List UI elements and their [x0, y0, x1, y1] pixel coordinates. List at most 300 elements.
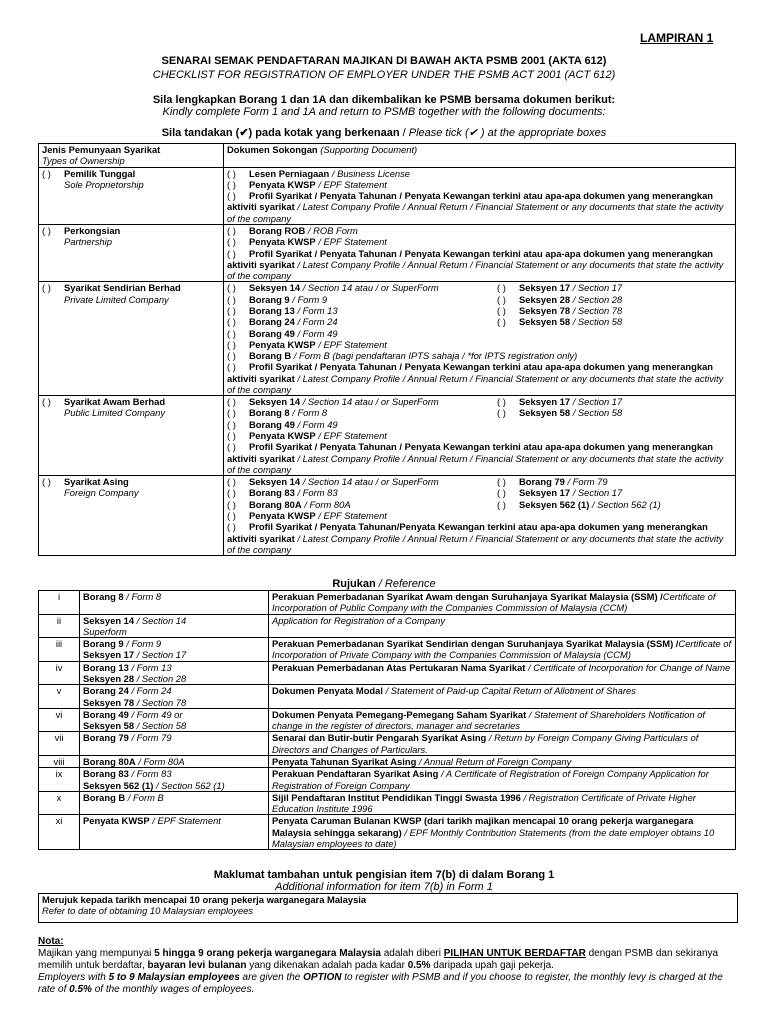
doc-name-ms: Borang 79	[519, 476, 565, 488]
additional-line-ms: Merujuk kepada tarikh mencapai 10 orang pekerja warganegara Malaysia	[42, 894, 367, 905]
reference-desc-cell	[269, 685, 736, 709]
doc-name-en: / Latest Company Profile / Annual Return / Financial Statement or any documents that state the activity of the company	[227, 258, 724, 282]
note-ms-8: 0.5%	[407, 960, 431, 971]
doc-name-en: / Section 78	[570, 304, 623, 316]
checkbox[interactable]: ( )	[497, 396, 506, 408]
doc-name-ms: Seksyen 14	[249, 282, 301, 294]
checkbox[interactable]: ( )	[227, 327, 236, 339]
reference-form-ms: Borang 9	[83, 638, 124, 650]
reference-desc-en: / Annual Return of Foreign Company	[416, 755, 572, 767]
col1-ms: Jenis Pemunyaan Syarikat	[42, 144, 161, 155]
doc-name-ms: Borang 13	[249, 304, 295, 316]
reference-table	[38, 590, 736, 850]
checkbox[interactable]: ( )	[42, 396, 51, 408]
reference-form-line	[83, 720, 265, 731]
reference-desc-en: Certificate of Incorporation of Public Company with the Companies Commission of Malaysia (CCM)	[272, 591, 716, 614]
checkbox[interactable]: ( )	[227, 350, 236, 362]
reference-form-en: / Form 8	[123, 591, 162, 602]
reference-form-line	[83, 662, 265, 673]
tick-instruction-en: Please tick (✔ ) at the appropriate boxes	[408, 127, 607, 139]
checkbox[interactable]: ( )	[227, 498, 236, 510]
note-ms-7: yang dikenakan adalah pada kadar	[246, 960, 408, 971]
reference-form-line	[83, 780, 265, 791]
ownership-type-line	[42, 476, 220, 487]
ownership-row	[39, 282, 736, 396]
doc-name-en: / Section 17	[570, 282, 623, 294]
doc-item	[227, 305, 497, 316]
title-en: CHECKLIST FOR REGISTRATION OF EMPLOYER UNDER THE PSMB ACT 2001 (ACT 612)	[152, 69, 616, 81]
reference-title-ms: Rujukan	[332, 578, 376, 590]
doc-line	[227, 350, 732, 361]
reference-desc-ms: Senarai dan Butir-butir Pengarah Syarikat Asing	[272, 732, 487, 744]
reference-desc-cell	[269, 755, 736, 767]
checkbox[interactable]: ( )	[227, 304, 236, 316]
doc-name-en: / Form 80A	[301, 498, 351, 510]
note-section	[38, 936, 734, 996]
tick-instruction-ms: Sila tandakan (✔) pada kotak yang berkenaan	[161, 127, 400, 139]
supporting-docs-cell	[224, 167, 736, 224]
doc-line	[227, 339, 732, 350]
doc-pair-row	[227, 316, 732, 327]
reference-form-ms: Seksyen 17	[83, 649, 135, 661]
ownership-type-cell	[39, 476, 224, 556]
reference-row	[39, 815, 736, 850]
ownership-type-cell	[39, 396, 224, 476]
note-en-1: Employers with	[38, 972, 109, 983]
doc-name-ms: Borang 83	[249, 487, 295, 499]
reference-form-ms: Seksyen 28	[83, 672, 135, 684]
reference-desc-cell	[269, 614, 736, 638]
reference-desc-ms: Perakuan Pendaftaran Syarikat Asing	[272, 768, 439, 780]
doc-name-ms: Borang B	[249, 350, 292, 362]
reference-form-ms: Seksyen 58	[83, 720, 135, 732]
doc-name-en: / Section 58	[570, 407, 623, 419]
reference-desc-cell	[269, 591, 736, 615]
reference-form-cell	[80, 708, 269, 732]
doc-pair-row	[227, 499, 732, 510]
doc-line	[227, 190, 732, 224]
reference-desc-en: / Registration Certificate of Private Higher Education Institute 1996	[272, 791, 696, 815]
doc-name-ms: Seksyen 562 (1)	[519, 498, 590, 510]
checkbox[interactable]: ( )	[227, 476, 236, 488]
doc-name-ms: Seksyen 14	[249, 476, 301, 488]
doc-name-ms: Borang 80A	[249, 498, 302, 510]
ownership-header-row	[39, 144, 736, 168]
reference-form-ms: Borang 83	[83, 768, 129, 780]
ownership-type-ms: Pemilik Tunggal	[64, 167, 136, 179]
reference-form-ms: Seksyen 14	[83, 614, 135, 626]
reference-form-line	[83, 615, 265, 626]
note-heading: Nota:	[38, 936, 64, 947]
checkbox[interactable]: ( )	[497, 498, 506, 510]
reference-number: ii	[39, 614, 80, 638]
reference-form-line	[83, 756, 265, 767]
reference-form-en: / Form B	[125, 791, 164, 803]
reference-form-cell	[80, 768, 269, 792]
ownership-type-ms: Syarikat Sendirian Berhad	[64, 282, 181, 294]
reference-number: vi	[39, 708, 80, 732]
ownership-table	[38, 143, 736, 556]
checkbox[interactable]: ( )	[227, 236, 236, 248]
doc-pair-row	[227, 305, 732, 316]
reference-desc-en: / Certificate of Incorporation for Change of Name	[525, 661, 731, 673]
reference-form-ms: Penyata KWSP	[83, 815, 150, 827]
supporting-docs-cell	[224, 224, 736, 281]
ownership-header-type	[39, 144, 224, 168]
reference-form-line	[83, 591, 265, 602]
ownership-type-cell	[39, 224, 224, 281]
supporting-docs-cell	[224, 282, 736, 396]
checkbox[interactable]: ( )	[227, 521, 236, 533]
doc-item	[497, 499, 661, 510]
checkbox[interactable]: ( )	[497, 282, 506, 294]
ownership-header-docs	[224, 144, 736, 168]
doc-name-ms: Seksyen 14	[249, 396, 301, 408]
reference-desc-ms: Dokumen Penyata Modal	[272, 685, 383, 697]
ownership-type-en: Foreign Company	[64, 487, 139, 499]
ownership-row	[39, 396, 736, 476]
reference-row	[39, 591, 736, 615]
ownership-type-cell	[39, 282, 224, 396]
checkbox[interactable]: ( )	[227, 293, 236, 305]
doc-pair-row	[227, 294, 732, 305]
doc-name-en: / Form 13	[294, 304, 338, 316]
reference-form-cell	[80, 614, 269, 638]
reference-number: x	[39, 791, 80, 815]
ownership-type-en: Public Limited Company	[64, 407, 166, 419]
checkbox[interactable]: ( )	[227, 510, 236, 521]
checkbox[interactable]: ( )	[227, 178, 236, 190]
reference-desc-en: Application for Registration of a Company	[272, 614, 446, 626]
reference-desc-cell	[269, 815, 736, 850]
reference-desc-cell	[269, 768, 736, 792]
note-ms-3: adalah diberi	[380, 948, 444, 959]
reference-form-line	[83, 815, 265, 826]
doc-name-ms: Seksyen 58	[519, 407, 571, 419]
reference-form-cell	[80, 755, 269, 767]
checkbox[interactable]: ( )	[227, 316, 236, 328]
ownership-type-line	[42, 168, 220, 179]
reference-row	[39, 732, 736, 756]
doc-name-en: / EPF Statement	[315, 338, 387, 350]
reference-form-ms: Borang 80A	[83, 755, 136, 767]
reference-form-en: / EPF Statement	[149, 815, 221, 827]
reference-form-en: Superform	[83, 625, 127, 637]
checkbox[interactable]: ( )	[497, 293, 506, 305]
reference-form-line	[83, 709, 265, 720]
reference-form-en: / Form 79	[128, 732, 172, 744]
checkbox[interactable]: ( )	[227, 190, 236, 202]
doc-name-en: / EPF Statement	[315, 178, 387, 190]
doc-pair-row	[227, 396, 732, 407]
doc-name-ms: Penyata KWSP	[249, 510, 316, 521]
doc-item	[497, 396, 622, 407]
reference-desc-ms: Penyata Tahunan Syarikat Asing	[272, 755, 417, 767]
reference-desc-cell	[269, 661, 736, 685]
note-ms-1: Majikan yang mempunyai	[38, 948, 155, 959]
tick-instruction	[0, 127, 768, 140]
reference-row	[39, 685, 736, 709]
doc-item	[227, 282, 497, 293]
doc-line	[227, 419, 732, 430]
reference-form-en: / Form 24	[128, 685, 172, 697]
checkbox[interactable]: ( )	[227, 167, 236, 179]
doc-name-en: / Form 83	[294, 487, 338, 499]
reference-form-ms: Borang 49	[83, 708, 129, 720]
doc-line	[227, 430, 732, 441]
checkbox[interactable]: ( )	[227, 338, 236, 350]
doc-name-en: / Section 58	[570, 316, 623, 328]
checkbox[interactable]: ( )	[497, 487, 506, 499]
note-ms-5: dengan PSMB dan sekiranya memilih untuk berdaftar,	[38, 948, 719, 971]
reference-form-ms: Borang 13	[83, 661, 129, 673]
ownership-type-ms: Perkongsian	[64, 224, 121, 236]
reference-form-ms: Seksyen 78	[83, 696, 135, 708]
reference-form-en: / Form 9	[123, 638, 162, 650]
doc-name-ms: Borang ROB	[249, 224, 306, 236]
doc-name-ms: Seksyen 28	[519, 293, 571, 305]
doc-item	[227, 476, 497, 487]
additional-line-en: Refer to date of obtaining 10 Malaysian employees	[42, 905, 254, 917]
doc-line	[227, 248, 732, 282]
reference-desc-en: / A Certificate of Registration of Foreign Company Application for Registration of Foreign Company	[272, 768, 709, 791]
checkbox[interactable]: ( )	[227, 407, 236, 419]
doc-name-en: / Section 562 (1)	[589, 498, 661, 510]
reference-form-cell	[80, 685, 269, 709]
checkbox[interactable]: ( )	[227, 282, 236, 294]
checkbox[interactable]: ( )	[227, 487, 236, 499]
reference-row	[39, 638, 736, 662]
note-en-6: 0.5%	[69, 984, 92, 995]
doc-name-ms: Borang 49	[249, 327, 295, 339]
reference-form-en: / Section 78	[134, 696, 187, 708]
doc-name-en: / Form 49	[294, 418, 338, 430]
doc-line	[227, 441, 732, 475]
doc-item	[497, 487, 622, 498]
reference-row	[39, 614, 736, 638]
doc-line	[227, 361, 732, 395]
doc-line	[227, 510, 732, 521]
supporting-docs-cell	[224, 476, 736, 556]
doc-name-en: / ROB Form	[305, 224, 358, 236]
reference-desc-ms: Perakuan Pemerbadanan Syarikat Awam dengan Suruhanjaya Syarikat Malaysia (SSM) /	[272, 591, 663, 602]
reference-form-cell	[80, 732, 269, 756]
title-ms: SENARAI SEMAK PENDAFTARAN MAJIKAN DI BAWAH AKTA PSMB 2001 (AKTA 612)	[161, 55, 607, 67]
reference-desc-ms: Perakuan Pemerbadanan Atas Pertukaran Nama Syarikat	[272, 661, 526, 673]
note-en	[38, 972, 734, 996]
checkbox[interactable]: ( )	[227, 418, 236, 430]
checkbox[interactable]: ( )	[227, 247, 236, 259]
doc-name-ms: Lesen Perniagaan	[249, 167, 330, 179]
ownership-type-cell	[39, 167, 224, 224]
doc-name-ms: Seksyen 17	[519, 396, 571, 408]
doc-name-en: / Latest Company Profile / Annual Return / Financial Statement or any documents that state the activity of the company	[227, 201, 724, 224]
reference-number: xi	[39, 815, 80, 850]
reference-row	[39, 661, 736, 685]
doc-name-ms: Profil Syarikat / Penyata Tahunan/Penyata Kewangan terkini atau apa-apa dokumen yang menerangkan aktiviti syarikat	[227, 521, 708, 544]
checkbox[interactable]: ( )	[227, 441, 236, 453]
reference-desc-ms: Perakuan Pemerbadanan Syarikat Sendirian dengan Suruhanjaya Syarikat Malaysia (SSM) /	[272, 638, 679, 650]
checkbox[interactable]: ( )	[497, 316, 506, 328]
doc-name-ms: Borang 24	[249, 316, 295, 328]
doc-item	[497, 476, 608, 487]
doc-line	[227, 225, 732, 236]
checkbox[interactable]: ( )	[497, 476, 506, 488]
doc-item	[227, 499, 497, 510]
checkbox[interactable]: ( )	[227, 224, 236, 236]
doc-item	[227, 407, 497, 418]
additional-title-en: Additional information for item 7(b) in Form 1	[275, 881, 493, 893]
reference-form-en: / Section 17	[134, 649, 187, 661]
doc-name-ms: Profil Syarikat / Penyata Tahunan / Penyata Kewangan terkini atau apa-apa dokumen yang menerangkan aktiviti syarikat	[227, 247, 714, 270]
reference-form-cell	[80, 661, 269, 685]
reference-number: ix	[39, 768, 80, 792]
reference-desc-en: / Statement of Paid-up Capital Return of Allotment of Shares	[382, 685, 636, 697]
reference-form-line	[83, 732, 265, 743]
doc-line	[227, 168, 732, 179]
doc-name-en: / Latest Company Profile / Annual Return / Financial Statement or any documents that state the activity of the company	[227, 372, 724, 395]
doc-name-en: / Latest Company Profile / Annual Return / Financial Statement or any documents that state the activity of the company	[227, 532, 724, 555]
checkbox[interactable]: ( )	[42, 476, 51, 488]
doc-name-ms: Borang 9	[249, 293, 290, 305]
doc-pair-row	[227, 476, 732, 487]
reference-number: iv	[39, 661, 80, 685]
reference-form-en: / Section 28	[134, 672, 187, 684]
ownership-type-line	[42, 396, 220, 407]
reference-desc-ms: Sijil Pendaftaran Institut Pendidikan Tinggi Swasta 1996	[272, 791, 521, 803]
reference-form-line	[83, 792, 265, 803]
note-ms-9: daripada upah gaji pekerja.	[430, 960, 554, 971]
doc-name-en: / Form 9	[289, 293, 328, 305]
doc-name-en: / EPF Statement	[315, 430, 387, 442]
ownership-row	[39, 224, 736, 281]
doc-line	[227, 236, 732, 247]
doc-name-ms: Borang 49	[249, 418, 295, 430]
reference-row	[39, 755, 736, 767]
reference-desc-ms: Dokumen Penyata Pemegang-Pemegang Saham Syarikat	[272, 708, 527, 720]
checkbox[interactable]: ( )	[42, 282, 51, 294]
doc-item	[227, 316, 497, 327]
note-ms-2: 5 hingga 9 orang pekerja warganegara Malaysia	[154, 948, 381, 959]
reference-desc-cell	[269, 638, 736, 662]
ownership-row	[39, 167, 736, 224]
doc-name-ms: Profil Syarikat / Penyata Tahunan / Penyata Kewangan terkini atau apa-apa dokumen yang menerangkan aktiviti syarikat	[227, 361, 714, 384]
doc-name-en: / Latest Company Profile / Annual Return / Financial Statement or any documents that state the activity of the company	[227, 452, 724, 475]
reference-form-ms: Borang 79	[83, 732, 129, 744]
checkbox[interactable]: ( )	[497, 407, 506, 419]
reference-form-en: / Section 58	[134, 720, 187, 732]
reference-desc-en: / Statement of Shareholders Notification of change in the register of directors, manager and secretaries	[272, 708, 706, 732]
reference-form-en: / Form 83	[128, 768, 172, 780]
note-ms	[38, 948, 734, 972]
doc-item	[227, 396, 497, 407]
reference-desc-en: Certificate of Incorporation of Private Company with the Companies Commission of Malaysia (CCM)	[272, 638, 732, 661]
note-en-7: of the monthly wages of employees.	[91, 984, 255, 995]
reference-form-line	[83, 638, 265, 649]
col1-en: Types of Ownership	[42, 155, 125, 167]
col2-en: (Supporting Document)	[320, 144, 418, 155]
doc-name-en: / Section 17	[570, 487, 623, 499]
reference-form-line	[83, 673, 265, 684]
doc-item	[497, 407, 622, 418]
reference-form-en: / Form 80A	[135, 755, 185, 767]
appendix-label: LAMPIRAN 1	[640, 31, 714, 45]
reference-form-line	[83, 768, 265, 779]
reference-form-cell	[80, 815, 269, 850]
reference-form-cell	[80, 638, 269, 662]
checkbox[interactable]: ( )	[42, 224, 51, 236]
doc-name-ms: Seksyen 58	[519, 316, 571, 328]
checkbox[interactable]: ( )	[227, 430, 236, 442]
doc-name-ms: Borang 8	[249, 407, 290, 419]
doc-item	[497, 282, 622, 293]
doc-name-en: / Section 14 atau / or SuperForm	[300, 282, 439, 294]
doc-name-ms: Penyata KWSP	[249, 338, 316, 350]
checkbox[interactable]: ( )	[227, 361, 236, 373]
note-en-5: to register with PSMB and if you choose to register, the monthly levy is charged at the rate of	[38, 972, 723, 995]
note-en-4: OPTION	[303, 972, 342, 983]
note-en-3: are given the	[239, 972, 304, 983]
doc-name-en: / Section 17	[570, 396, 623, 408]
reference-row	[39, 768, 736, 792]
doc-name-en: / Form 24	[294, 316, 338, 328]
checkbox[interactable]: ( )	[42, 167, 51, 179]
doc-name-ms: Seksyen 17	[519, 282, 571, 294]
reference-form-en: / Form 49 or	[128, 708, 183, 720]
tick-separator: /	[399, 127, 409, 139]
doc-item	[497, 316, 622, 327]
reference-form-line	[83, 685, 265, 696]
reference-desc-cell	[269, 791, 736, 815]
doc-name-en: / Section 14 atau / or SuperForm	[300, 396, 439, 408]
reference-number: v	[39, 685, 80, 709]
ownership-type-en: Partnership	[64, 236, 112, 248]
reference-desc-cell	[269, 708, 736, 732]
instruction-en: Kindly complete Form 1 and 1A and return to PSMB together with the following documents:	[162, 106, 606, 118]
doc-name-ms: Profil Syarikat / Penyata Tahunan / Penyata Kewangan terkini atau apa-apa dokumen yang menerangkan aktiviti syarikat	[227, 441, 714, 464]
reference-desc-en: / EPF Monthly Contribution Statements (from the date employer obtains 10 Malaysian employees to date)	[272, 826, 715, 849]
col2-ms: Dokumen Sokongan	[227, 144, 318, 155]
reference-row	[39, 791, 736, 815]
doc-name-en: / Business License	[329, 167, 411, 179]
reference-form-ms: Seksyen 562 (1)	[83, 779, 154, 791]
ownership-type-line	[42, 225, 220, 236]
doc-line	[227, 179, 732, 190]
doc-item	[497, 294, 622, 305]
ownership-type-en: Sole Proprietorship	[64, 178, 144, 190]
doc-item	[227, 487, 497, 498]
doc-name-en: / Form 79	[564, 476, 608, 488]
supporting-docs-cell	[224, 396, 736, 476]
ownership-type-line	[42, 282, 220, 293]
doc-name-en: / EPF Statement	[315, 236, 387, 248]
checkbox[interactable]: ( )	[227, 396, 236, 408]
doc-name-en: / EPF Statement	[315, 510, 387, 521]
checkbox[interactable]: ( )	[497, 304, 506, 316]
doc-name-en: / Section 28	[570, 293, 623, 305]
reference-number: vii	[39, 732, 80, 756]
doc-name-ms: Profil Syarikat / Penyata Tahunan / Penyata Kewangan terkini atau apa-apa dokumen yang menerangkan aktiviti syarikat	[227, 190, 714, 213]
reference-form-ms: Borang 24	[83, 685, 129, 697]
reference-number: iii	[39, 638, 80, 662]
doc-name-en: / Form 49	[294, 327, 338, 339]
doc-name-ms: Penyata KWSP	[249, 178, 316, 190]
doc-pair-row	[227, 487, 732, 498]
reference-desc-ms: Penyata Caruman Bulanan KWSP (dari tarikh majikan mencapai 10 orang pekerja warganegara Malaysia sehingga sekarang)	[272, 815, 694, 838]
reference-form-line	[83, 649, 265, 660]
ownership-type-ms: Syarikat Awam Berhad	[64, 396, 166, 408]
doc-name-ms: Seksyen 17	[519, 487, 571, 499]
